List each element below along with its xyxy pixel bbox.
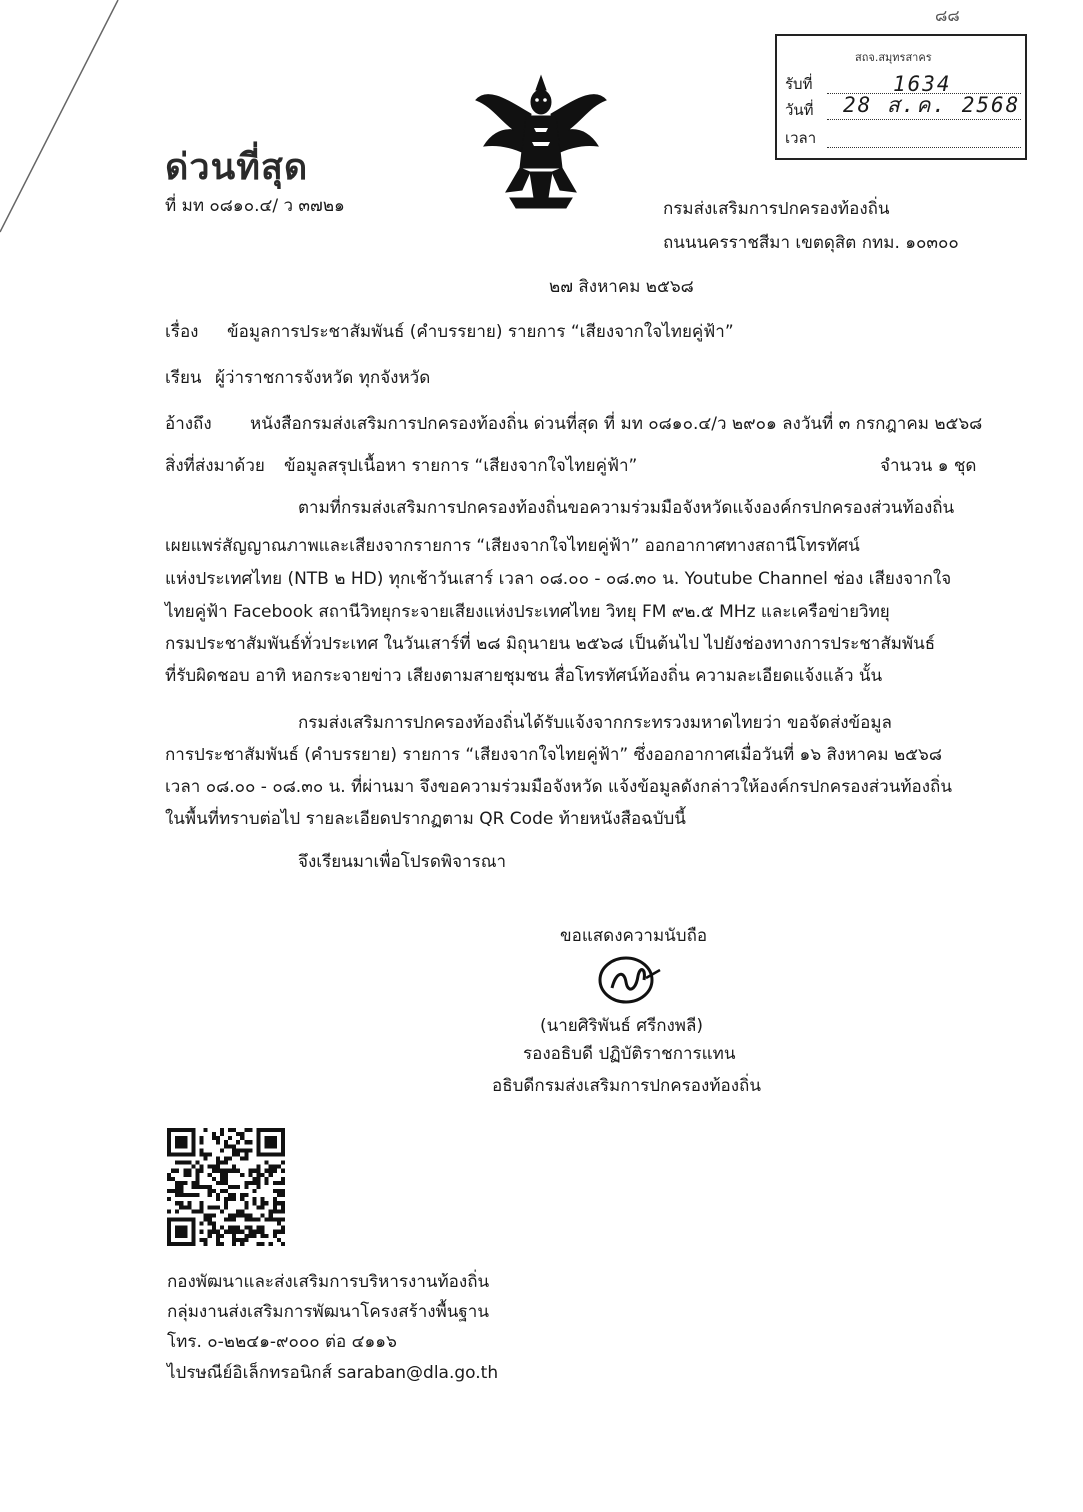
recipient-label: เรียน (165, 368, 202, 388)
footer-email: ไปรษณีย์อิเล็กทรอนิกส์ saraban@dla.go.th (167, 1363, 499, 1383)
urgency-marker: ด่วนที่สุด (165, 147, 309, 188)
signature-regards: ขอแสดงความนับถือ (560, 926, 708, 946)
footer-division: กองพัฒนาและส่งเสริมการบริหารงานท้องถิ่น (167, 1272, 490, 1292)
handwritten-signature (590, 950, 670, 1010)
subject-text: ข้อมูลการประชาสัมพันธ์ (คำบรรยาย) รายการ “เสียงจากใจไทยคู่ฟ้า” (227, 322, 734, 342)
subject-label: เรื่อง (165, 322, 199, 342)
enclosure-quantity: จำนวน ๑ ชุด (880, 456, 977, 476)
reference-label: อ้างถึง (165, 414, 212, 434)
stamp-org: สถจ.สมุทรสาคร (855, 51, 932, 64)
paragraph-1-line: เผยแพร่สัญญาณภาพและเสียงจากรายการ “เสียงจากใจไทยคู่ฟ้า” ออกอากาศทางสถานีโทรทัศน์ (165, 536, 860, 556)
stamp-date-value: 28 ส.ค. 2568 (843, 93, 1021, 117)
closing-line: จึงเรียนมาเพื่อโปรดพิจารณา (298, 852, 507, 872)
stamp-date-label: วันที่ (785, 101, 814, 119)
footer-group: กลุ่มงานส่งเสริมการพัฒนาโครงสร้างพื้นฐาน (167, 1302, 489, 1322)
corner-page-note: ๘๘ (935, 6, 960, 25)
department-address: ถนนนครราชสีมา เขตดุสิต กทม. ๑๐๓๐๐ (663, 233, 959, 253)
paragraph-1-line: กรมประชาสัมพันธ์ทั่วประเทศ ในวันเสาร์ที่ ๒๘ มิถุนายน ๒๕๖๘ เป็นต้นไป ไปยังช่องทางการประชาสัมพันธ์ (165, 634, 936, 654)
qr-code[interactable] (167, 1128, 285, 1246)
receipt-stamp (775, 34, 1027, 160)
garuda-emblem (470, 72, 612, 214)
department-name: กรมส่งเสริมการปกครองท้องถิ่น (663, 199, 890, 219)
stamp-received-number: 1634 (893, 72, 952, 96)
paragraph-2-line: การประชาสัมพันธ์ (คำบรรยาย) รายการ “เสียงจากใจไทยคู่ฟ้า” ซึ่งออกอากาศเมื่อวันที่ ๑๖ สิงหาคม ๒๕๖๘ (165, 745, 942, 765)
paragraph-1-line: ตามที่กรมส่งเสริมการปกครองท้องถิ่นขอความร่วมมือจังหวัดแจ้งองค์กรปกครองส่วนท้องถิ่น (298, 498, 955, 518)
paragraph-1-line: ที่รับผิดชอบ อาทิ หอกระจายข่าว เสียงตามสายชุมชน สื่อโทรทัศน์ท้องถิ่น ความละเอียดแจ้งแล้ว นั้น (165, 666, 883, 686)
paragraph-1-line: ไทยคู่ฟ้า Facebook สถานีวิทยุกระจายเสียงแห่งประเทศไทย วิทยุ FM ๙๒.๕ MHz และเครือข่ายวิทยุ (165, 602, 890, 622)
signatory-position: รองอธิบดี ปฏิบัติราชการแทน (523, 1044, 736, 1064)
document-date: ๒๗ สิงหาคม ๒๕๖๘ (549, 277, 694, 297)
paragraph-1-line: แห่งประเทศไทย (NTB ๒ HD) ทุกเช้าวันเสาร์ เวลา ๐๘.๐๐ - ๐๘.๓๐ น. Youtube Channel ช่อง เสียงจากใจ (165, 569, 952, 589)
stamp-time-label: เวลา (785, 129, 817, 147)
signatory-name: (นายศิริพันธ์ ศรีกงพลี) (540, 1016, 704, 1036)
signatory-title: อธิบดีกรมส่งเสริมการปกครองท้องถิ่น (492, 1076, 761, 1096)
enclosure-text: ข้อมูลสรุปเนื้อหา รายการ “เสียงจากใจไทยคู่ฟ้า” (284, 456, 638, 476)
paragraph-2-line: กรมส่งเสริมการปกครองท้องถิ่นได้รับแจ้งจากกระทรวงมหาดไทยว่า ขอจัดส่งข้อมูล (298, 713, 892, 733)
stamp-received-label: รับที่ (785, 75, 813, 93)
recipient-text: ผู้ว่าราชการจังหวัด ทุกจังหวัด (215, 368, 431, 388)
reference-text: หนังสือกรมส่งเสริมการปกครองท้องถิ่น ด่วนที่สุด ที่ มท ๐๘๑๐.๔/ว ๒๙๐๑ ลงวันที่ ๓ กรกฎาคม ๒๕๖๘ (250, 414, 983, 434)
document-number: ที่ มท ๐๘๑๐.๔/ ว ๓๗๒๑ (165, 196, 345, 216)
paragraph-2-line: ในพื้นที่ทราบต่อไป รายละเอียดปรากฏตาม QR Code ท้ายหนังสือฉบับนี้ (165, 809, 686, 829)
enclosure-label: สิ่งที่ส่งมาด้วย (165, 456, 265, 476)
paragraph-2-line: เวลา ๐๘.๐๐ - ๐๘.๓๐ น. ที่ผ่านมา จึงขอความร่วมมือจังหวัด แจ้งข้อมูลดังกล่าวให้องค์กรปกครองส่วนท้องถิ่น (165, 777, 952, 797)
footer-phone: โทร. ๐-๒๒๔๑-๙๐๐๐ ต่อ ๔๑๑๖ (167, 1332, 397, 1352)
